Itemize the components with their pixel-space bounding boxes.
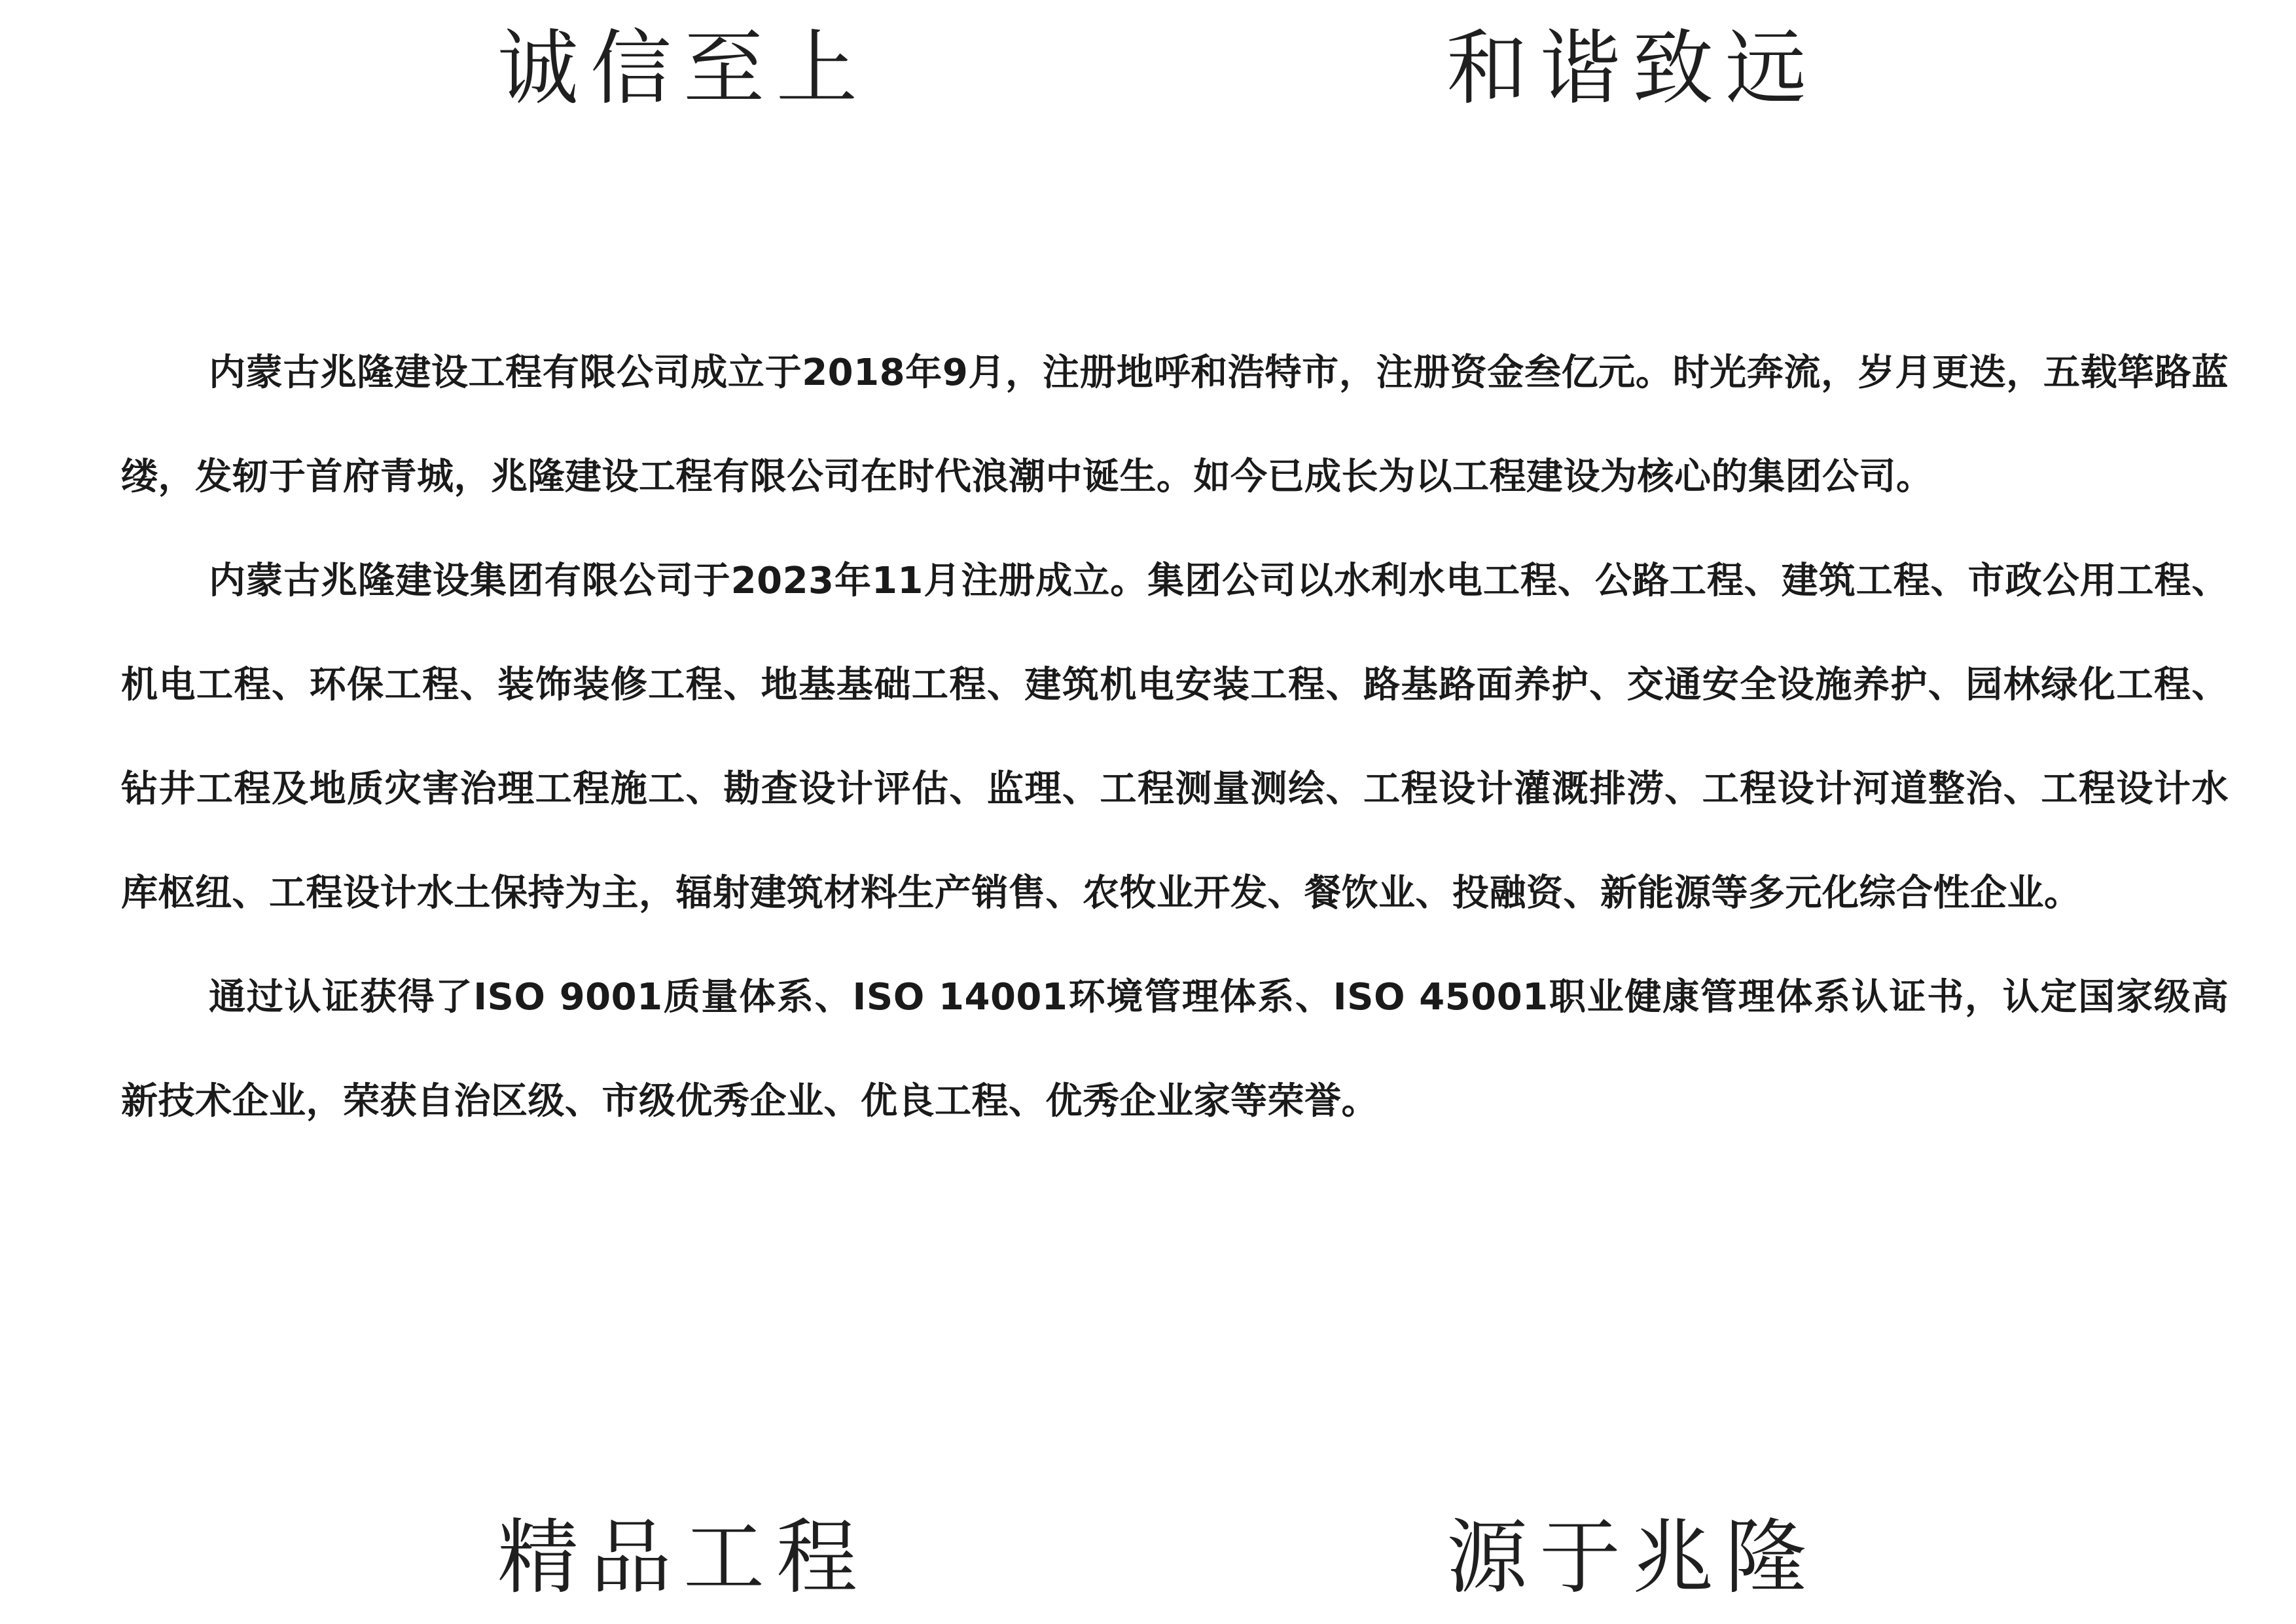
slogan-top-left: 诚信至上	[497, 22, 870, 116]
slogan-top-right: 和谐致远	[1446, 22, 1819, 116]
paragraph-group-business: 内蒙古兆隆建设集团有限公司于2023年11月注册成立。集团公司以水利水电工程、公路工程、建筑工程、市政公用工程、机电工程、环保工程、装饰装修工程、地基基础工程、建筑机电安装工程、路基路面养护、交通安全设施养护、园林绿化工程、钻井工程及地质灾害治理工程施工、勘查设计评估、监理、工程测量测绘、工程设计灌溉排涝、工程设计河道整治、工程设计水库枢纽、工程设计水土保持为主，辐射建筑材料生产销售、农牧业开发、餐饮业、投融资、新能源等多元化综合性企业。	[121, 560, 2229, 914]
slogan-bottom-left: 精品工程	[497, 1511, 870, 1605]
slogan-bottom-right: 源于兆隆	[1446, 1511, 1819, 1605]
paragraph-founding: 内蒙古兆隆建设工程有限公司成立于2018年9月，注册地呼和浩特市，注册资金叁亿元。时光奔流，岁月更迭，五载筚路蓝缕，发轫于首府青城，兆隆建设工程有限公司在时代浪潮中诞生。如今已成长为以工程建设为核心的集团公司。	[121, 352, 2229, 498]
company-profile-body	[121, 321, 2229, 1153]
paragraph-certifications: 通过认证获得了ISO 9001质量体系、ISO 14001环境管理体系、ISO 45001职业健康管理体系认证书，认定国家级高新技术企业，荣获自治区级、市级优秀企业、优良工程、优秀企业家等荣誉。	[121, 976, 2229, 1123]
